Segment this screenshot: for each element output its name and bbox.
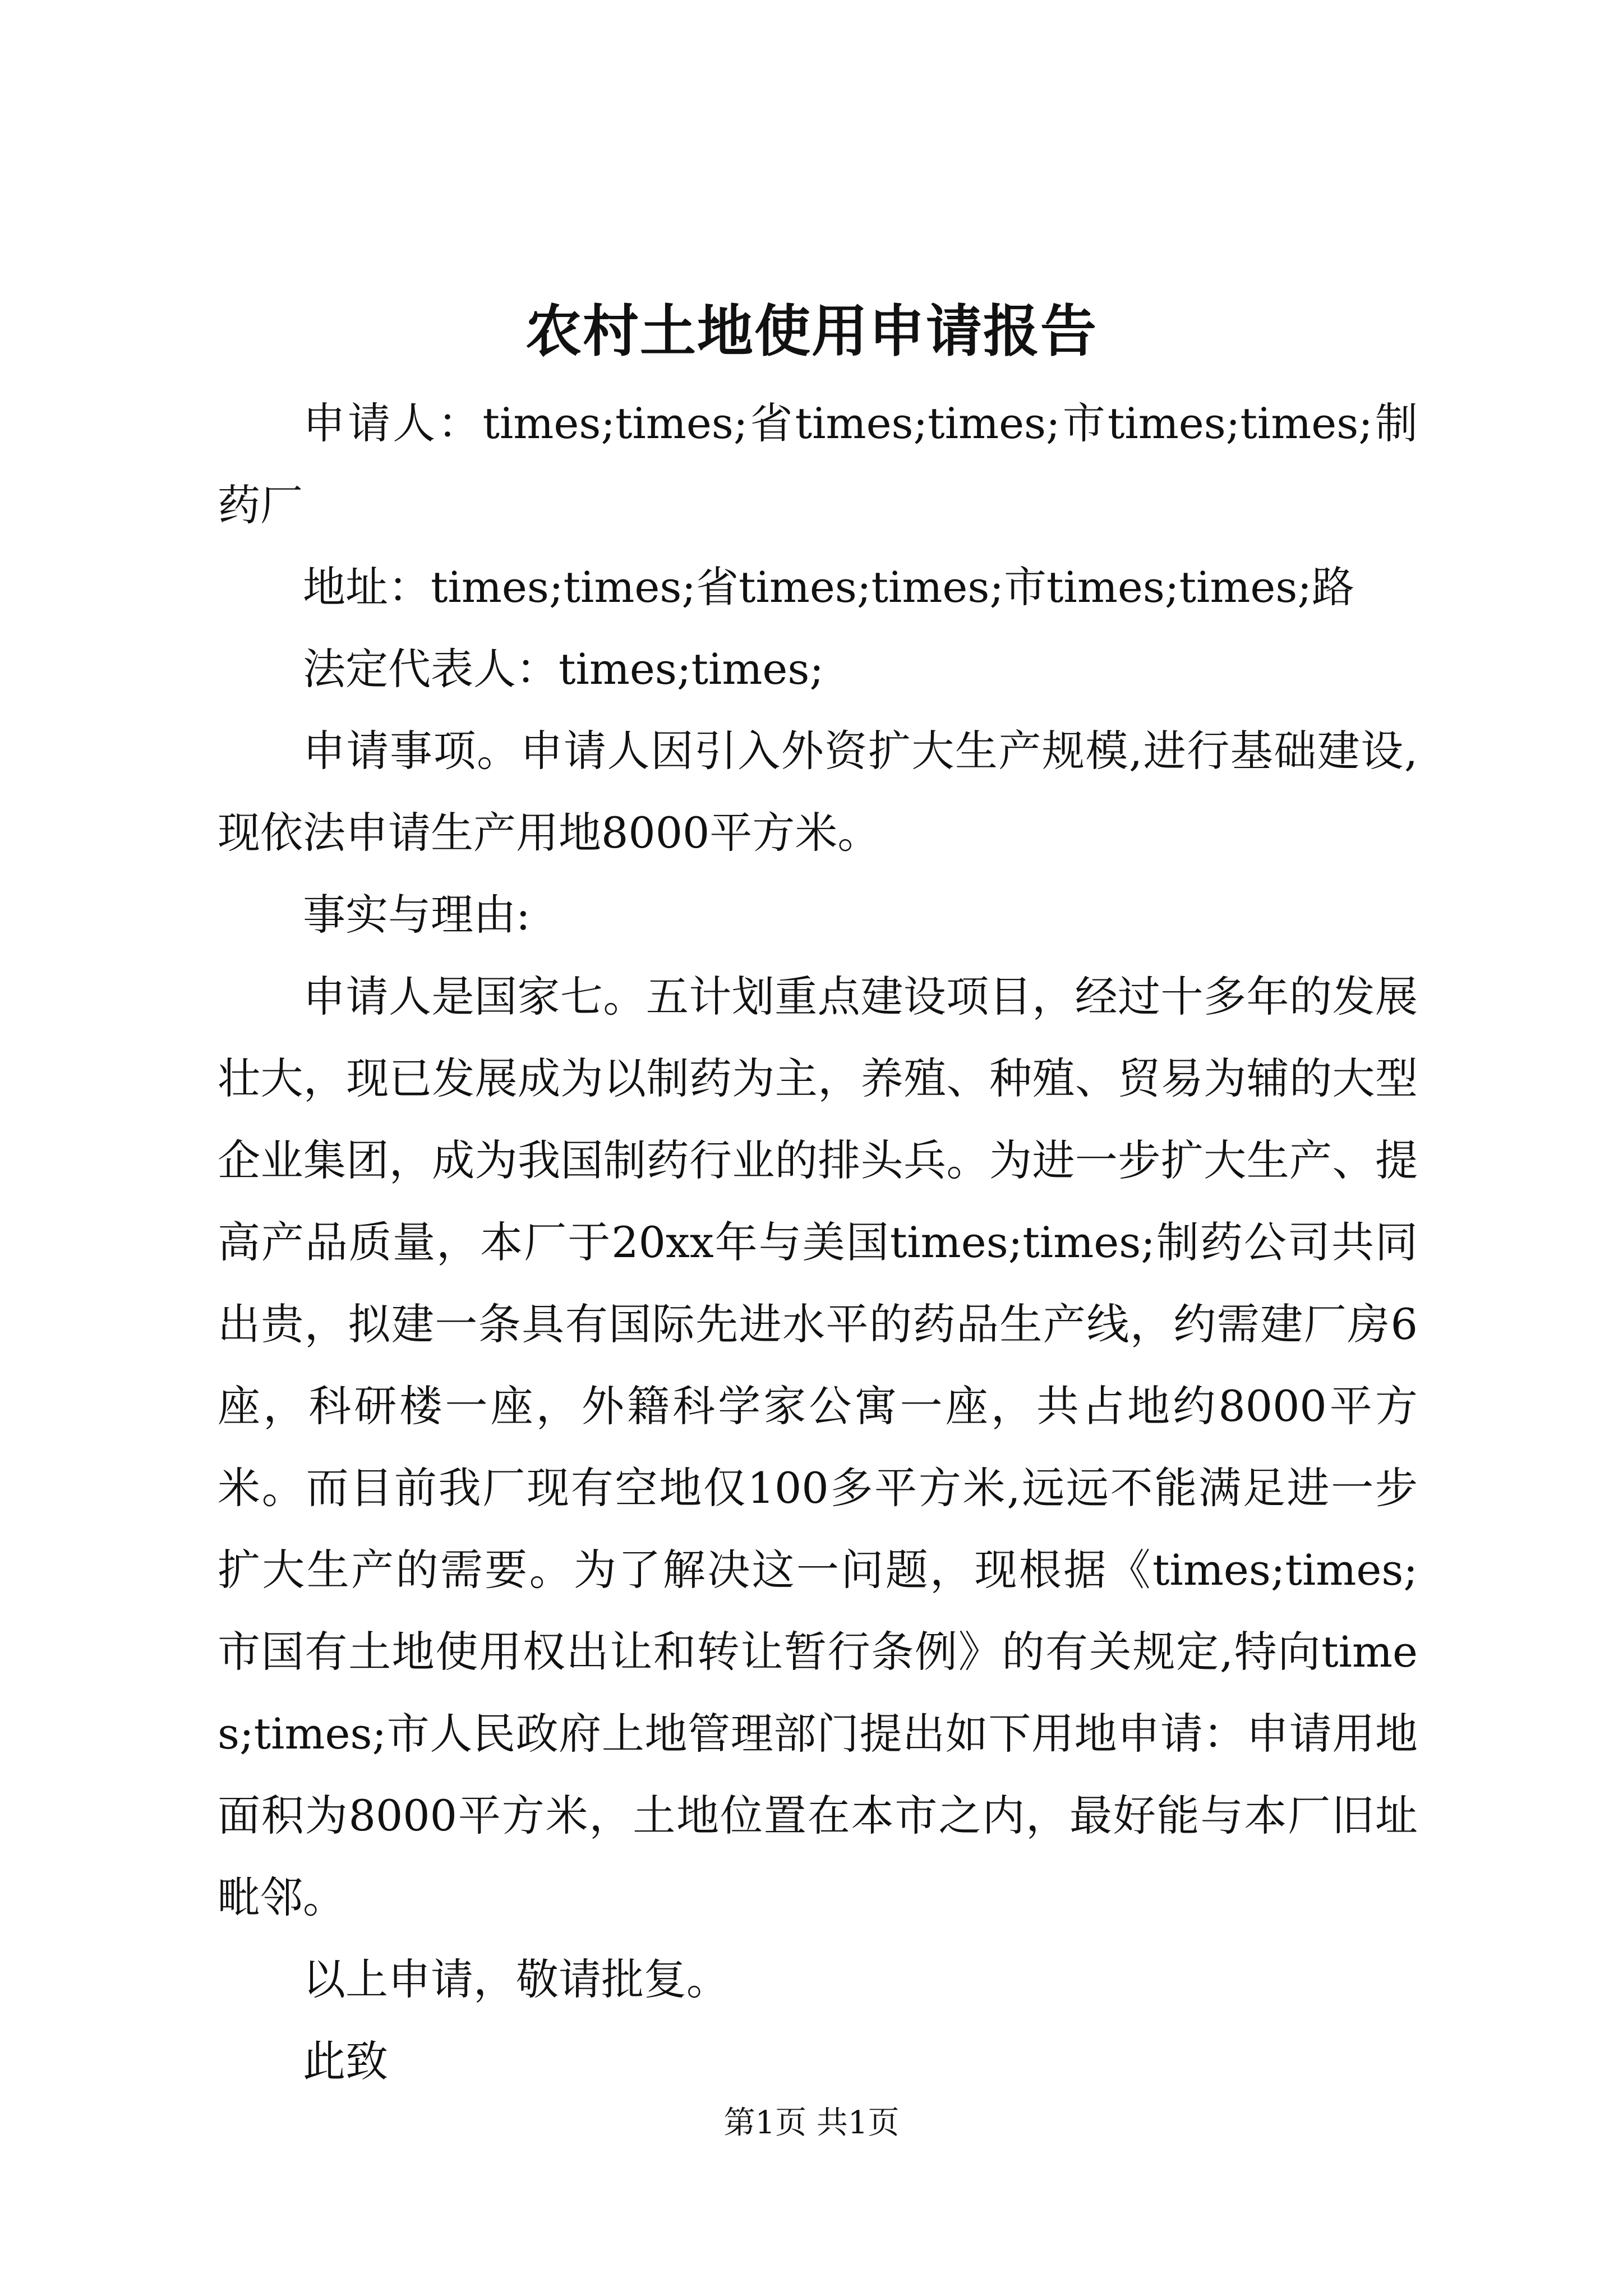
paragraph-applicant: 申请人：times;times;省times;times;市times;times;制药厂 (218, 398, 1418, 530)
paragraph-request-approval: 以上申请，敬请批复。 (303, 1954, 729, 2004)
document-title: 农村土地使用申请报告 (525, 298, 1098, 364)
paragraph-legal-representative: 法定代表人：times;times; (303, 644, 824, 694)
page-number: 第1页 (723, 2105, 807, 2141)
paragraph-facts-heading: 事实与理由: (303, 890, 531, 940)
page-total: 共1页 (816, 2105, 900, 2141)
paragraph-address: 地址：times;times;省times;times;市times;times;路 (303, 562, 1354, 612)
paragraph-facts-body: 申请人是国家七。五计划重点建设项目，经过十多年的发展壮大，现已发展成为以制药为主，养殖、种殖、贸易为辅的大型企业集团，成为我国制药行业的排头兵。为进一步扩大生产、提高产品质量，本厂于20xx年与美国times;times;制药公司共同出贵，拟建一条具有国际先进水平的药品生产线，约需建厂房6座，科研楼一座，外籍科学家公寓一座，共占地约8000平方米。而目前我厂现有空地仅100多平方米,远远不能满足进一步扩大生产的需要。为了解决这一问题，现根据《times;times;市国有土地使用权出让和转让暂行条例》的有关规定,特向times;times;市人民政府上地管理部门提出如下用地申请：申请用地面积为8000平方米，土地位置在本市之内，最好能与本厂旧址毗邻。 (218, 972, 1418, 1922)
document-body (218, 383, 1418, 2102)
paragraph-application-matter: 申请事项。申请人因引入外资扩大生产规模,进行基础建设,现依法申请生产用地8000平方米。 (218, 726, 1418, 858)
page-footer (0, 2101, 1623, 2146)
paragraph-closing: 此致 (303, 2036, 388, 2086)
